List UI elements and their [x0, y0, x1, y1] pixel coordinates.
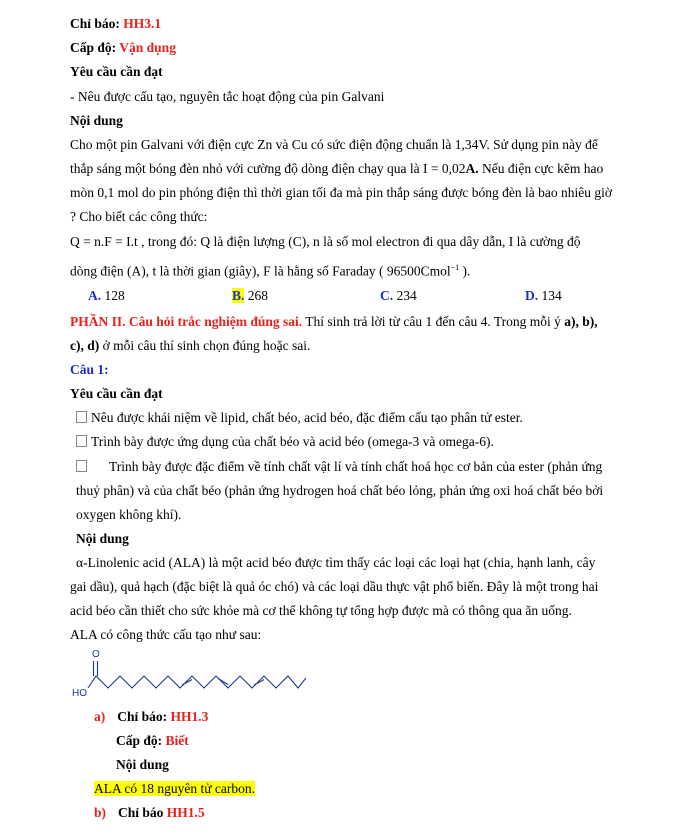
checkbox-icon	[76, 460, 87, 472]
oxygen-atom-label: O	[92, 649, 100, 660]
indicator-value: HH1.5	[166, 805, 205, 820]
content-heading: Nội dung	[76, 531, 129, 546]
requirement-item-3-cont: oxygen không khí).	[76, 507, 182, 522]
part2-title: PHẦN II. Câu hỏi trắc nghiệm đúng sai.	[70, 314, 303, 329]
question-text-line-4: ? Cho biết các công thức:	[70, 209, 208, 224]
indicator-value: HH3.1	[123, 16, 162, 31]
option-d[interactable]	[525, 287, 562, 305]
requirement-item-3-cont: thuỷ phân) và của chất béo (phản ứng hydrogen hoá chất béo lỏng, phản ứng oxi hoá chất béo bởi	[76, 483, 604, 498]
requirement-item-2	[76, 433, 494, 451]
question-label: Câu 1:	[70, 362, 109, 377]
part2-intro-line-1	[70, 313, 598, 331]
requirement-text: - Nêu được cấu tạo, nguyên tắc hoạt động của pin Galvani	[70, 89, 385, 104]
content-line-3: acid béo cần thiết cho sức khỏe mà cơ thể không tự tổng hợp được mà có thông qua ăn uống.	[70, 603, 572, 618]
hydroxyl-label: HO	[72, 688, 87, 699]
requirement-heading: Yêu cầu cần đạt	[70, 64, 163, 79]
requirement-heading: Yêu cầu cần đạt	[70, 386, 163, 401]
question-text-line-2	[70, 160, 603, 178]
content-line-1: α-Linolenic acid (ALA) là một acid béo được tìm thấy các loại các loại hạt (chia, hạnh lanh, cây	[76, 555, 596, 570]
option-a[interactable]	[88, 287, 125, 305]
subquestion-a-statement	[94, 780, 255, 798]
level-value: Vận dụng	[119, 40, 176, 55]
option-b[interactable]	[232, 287, 268, 305]
ala-structure-diagram	[66, 646, 316, 700]
question-text-bold: A.	[465, 161, 479, 176]
subquestion-a-indicator	[94, 708, 208, 726]
content-line-2: gai dầu), quả hạch (đặc biệt là quả óc chó) và các loại dầu thực vật phổ biến. Đây là một trong hai	[70, 579, 599, 594]
requirement-text: Trình bày được ứng dụng của chất béo và acid béo (omega-3 và omega-6).	[91, 434, 494, 449]
indicator-label: Chỉ báo:	[70, 16, 124, 31]
indicator-label: Chỉ báo:	[117, 709, 171, 724]
question-text-line-1: Cho một pin Galvani với điện cực Zn và Cu có sức điện động chuẩn là 1,34V. Sử dụng pin này để	[70, 137, 598, 152]
option-c[interactable]	[380, 287, 417, 305]
level-label: Cấp độ:	[70, 40, 120, 55]
subquestion-letter: b)	[94, 805, 107, 820]
requirement-item-3	[76, 458, 602, 476]
option-text: 128	[101, 288, 125, 303]
question-text-part: Nếu điện cực kẽm hao	[478, 161, 604, 176]
indicator-line	[70, 15, 161, 33]
requirement-item-1	[76, 409, 523, 427]
formula-text: dòng điện (A), t là thời gian (giây), F là hằng số Faraday ( 96500Cmol	[70, 263, 451, 279]
content-heading: Nội dung	[70, 113, 123, 128]
subquestion-a-content-heading: Nội dung	[116, 757, 169, 772]
indicator-value: HH1.3	[170, 709, 209, 724]
option-text: 268	[244, 288, 269, 303]
option-letter: B.	[232, 288, 245, 303]
level-line	[70, 39, 176, 57]
level-label: Cấp độ:	[116, 733, 166, 748]
formula-superscript: −1	[450, 263, 460, 272]
subquestion-a-level	[116, 732, 189, 750]
part2-intro-bold: c), d)	[70, 338, 100, 353]
option-letter: D.	[525, 288, 539, 303]
part2-intro-line-2	[70, 337, 310, 355]
question-text-part: thắp sáng một bóng đèn nhỏ với cường độ dòng điện chạy qua là I = 0,02	[70, 161, 466, 176]
subquestion-letter: a)	[94, 709, 106, 724]
part2-intro-text: Thí sinh trả lời từ câu 1 đến câu 4. Trong mỗi ý	[302, 314, 565, 329]
option-text: 234	[393, 288, 417, 303]
option-letter: C.	[380, 288, 394, 303]
statement-text: ALA có 18 nguyên tử carbon.	[94, 781, 256, 796]
level-value: Biết	[165, 733, 189, 748]
content-line-4: ALA có công thức cấu tạo như sau:	[70, 627, 262, 642]
option-letter: A.	[88, 288, 102, 303]
part2-intro-text: ở mỗi câu thí sinh chọn đúng hoặc sai.	[99, 338, 311, 353]
option-text: 134	[538, 288, 562, 303]
formula-text: ).	[459, 263, 471, 279]
indicator-label: Chỉ báo	[118, 805, 167, 820]
question-text-line-3: mòn 0,1 mol do pin phóng điện thì thời gian tối đa mà pin thắp sáng được bóng đèn là bao nhiêu giờ	[70, 185, 613, 200]
part2-intro-bold: a), b),	[564, 314, 598, 329]
requirement-text: Nêu được khái niệm về lipid, chất béo, acid béo, đặc điểm cấu tạo phân tử ester.	[91, 410, 523, 425]
formula-line-2	[70, 259, 470, 281]
subquestion-b-indicator	[94, 804, 205, 822]
requirement-text: Trình bày được đặc điểm về tính chất vật lí và tính chất hoá học cơ bản của ester (phản ứng	[109, 459, 603, 474]
formula-line: Q = n.F = I.t , trong đó: Q là điện lượng (C), n là số mol electron đi qua dây dẫn, I là cường độ	[70, 234, 581, 249]
checkbox-icon	[76, 411, 87, 423]
checkbox-icon	[76, 435, 87, 447]
